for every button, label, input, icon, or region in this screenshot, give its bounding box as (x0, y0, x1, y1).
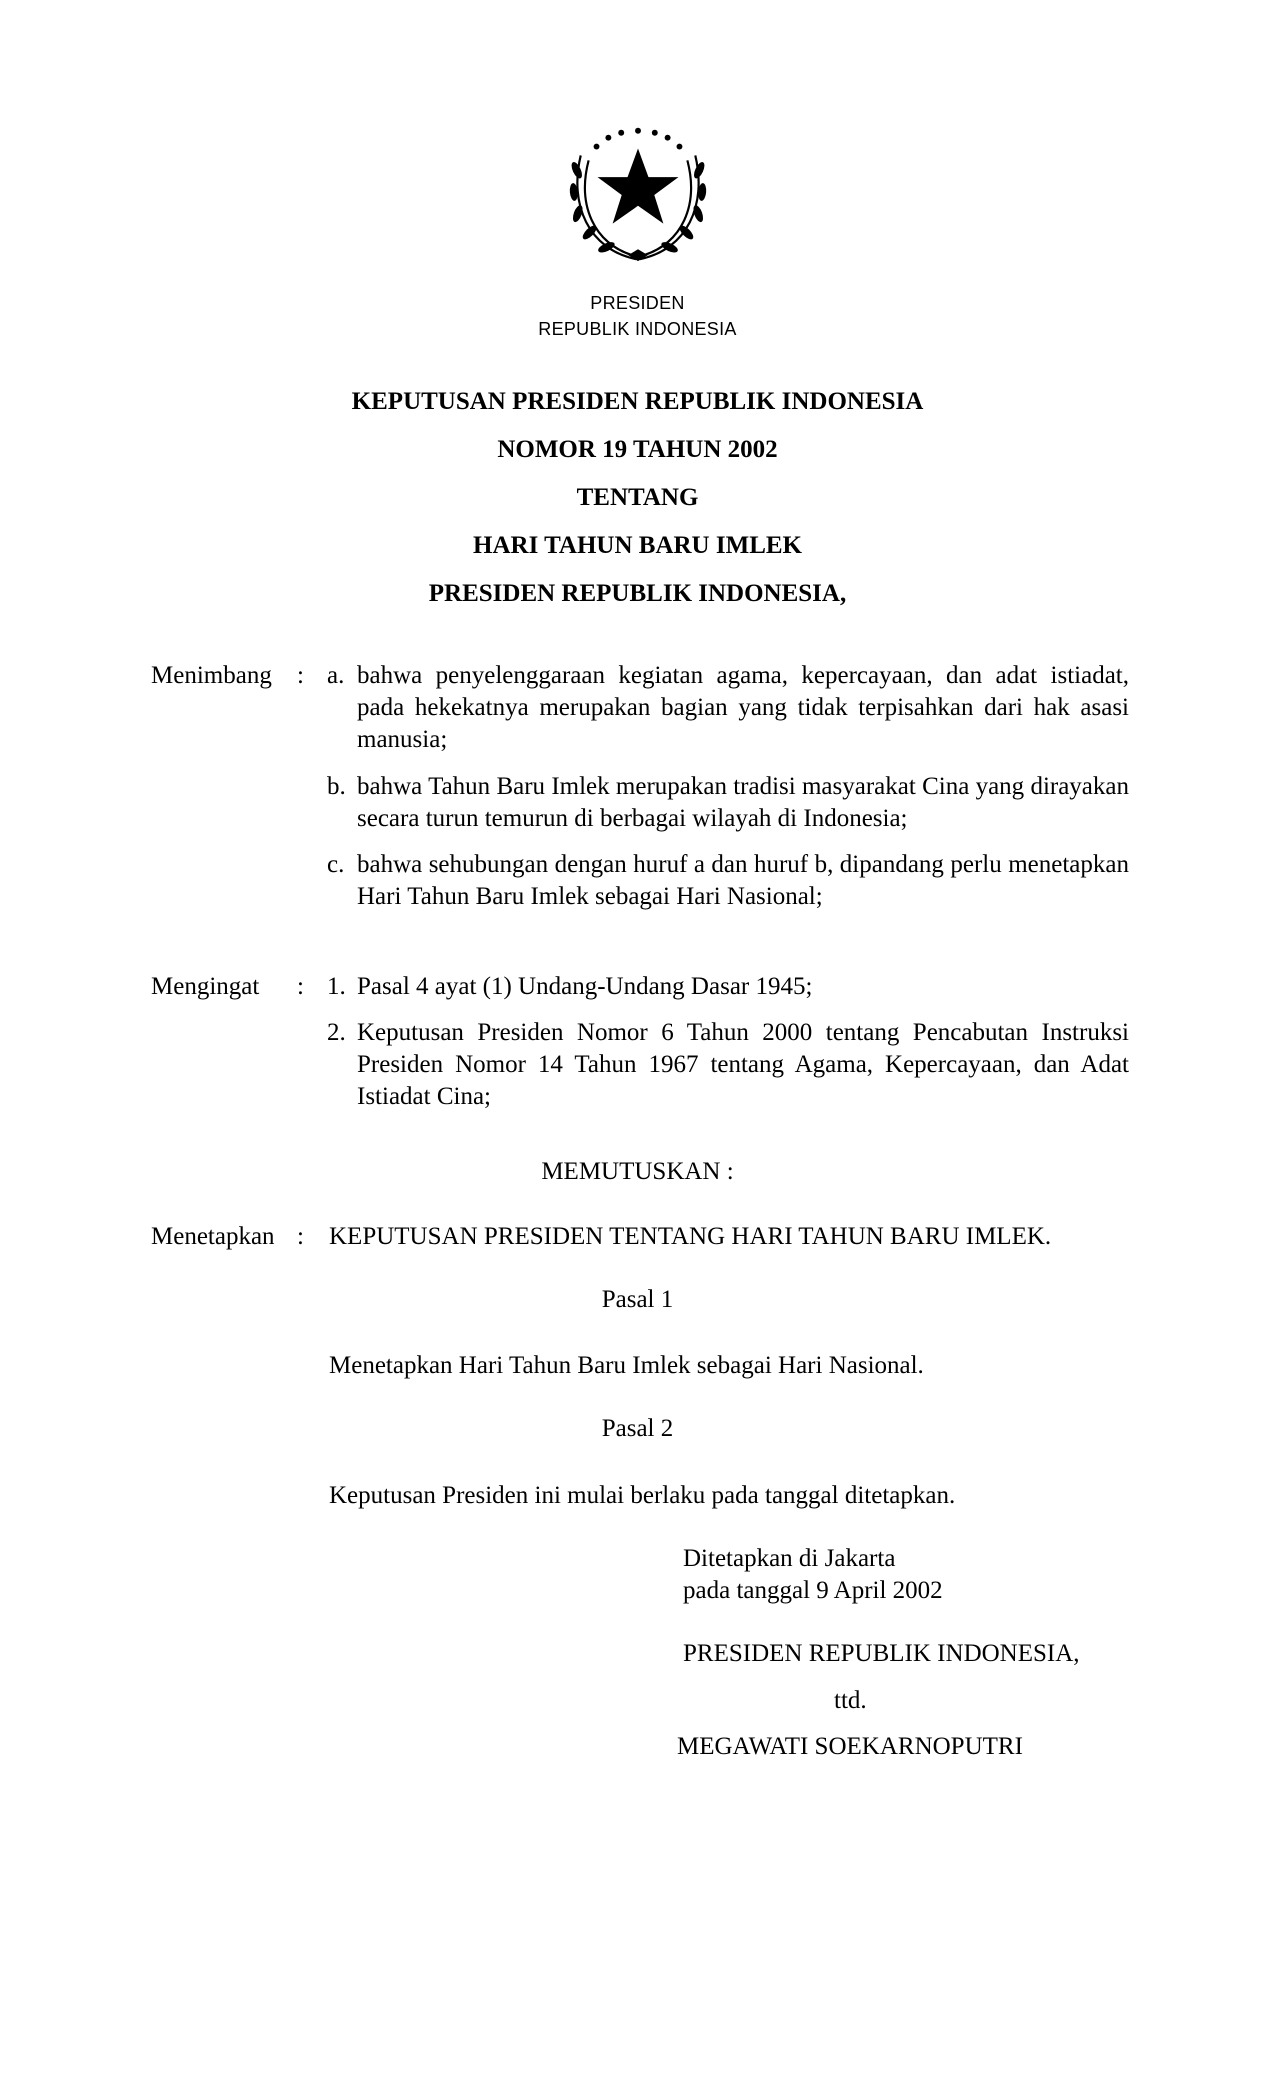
menimbang-marker-b: b. (327, 773, 346, 800)
mengingat-colon: : (297, 973, 304, 1000)
menimbang-label: Menimbang (151, 662, 272, 689)
decree-number: NOMOR 19 TAHUN 2002 (497, 436, 778, 463)
mengingat-marker-1: 1. (327, 973, 346, 1000)
decree-subject: HARI TAHUN BARU IMLEK (473, 532, 802, 559)
menimbang-item-b: bahwa Tahun Baru Imlek merupakan tradisi masyarakat Cina yang dirayakan secara turun temurun di berbagai wilayah di Indonesia; (357, 773, 1129, 832)
mengingat-item-2: Keputusan Presiden Nomor 6 Tahun 2000 tentang Pencabutan Instruksi Presiden Nomor 14 Tahun 1967 tentang Agama, Kepercayaan, dan Adat Istiadat Cina; (357, 1019, 1129, 1110)
presidential-seal-emblem (559, 111, 717, 269)
pasal-2-text: Keputusan Presiden ini mulai berlaku pada tanggal ditetapkan. (329, 1482, 956, 1509)
signature-place: Ditetapkan di Jakarta (683, 1545, 896, 1572)
mengingat-label: Mengingat (151, 973, 260, 1000)
memutuskan-heading: MEMUTUSKAN : (541, 1158, 734, 1185)
menimbang-item-c: bahwa sehubungan dengan huruf a dan huruf b, dipandang perlu menetapkan Hari Tahun Baru Imlek sebagai Hari Nasional; (357, 851, 1129, 910)
menetapkan-colon: : (297, 1223, 304, 1250)
mengingat-marker-2: 2. (327, 1019, 346, 1046)
menimbang-colon: : (297, 662, 304, 689)
menimbang-item-a: bahwa penyelenggaraan kegiatan agama, kepercayaan, dan adat istiadat, pada hekekatnya merupakan bagian yang tidak terpisahkan dari hak asasi manusia; (357, 662, 1129, 753)
seal-caption-republik: REPUBLIK INDONESIA (538, 319, 737, 339)
pasal-1-heading: Pasal 1 (601, 1286, 674, 1313)
decree-tentang: TENTANG (576, 484, 699, 511)
signature-ttd: ttd. (834, 1687, 867, 1714)
pasal-2-heading: Pasal 2 (601, 1415, 674, 1442)
pasal-1-text: Menetapkan Hari Tahun Baru Imlek sebagai Hari Nasional. (329, 1352, 924, 1379)
seal-caption-presiden: PRESIDEN (590, 293, 685, 313)
menimbang-marker-c: c. (327, 851, 345, 878)
decree-issuer: PRESIDEN REPUBLIK INDONESIA, (428, 580, 847, 607)
signature-office: PRESIDEN REPUBLIK INDONESIA, (683, 1640, 1080, 1667)
menetapkan-text: KEPUTUSAN PRESIDEN TENTANG HARI TAHUN BARU IMLEK. (329, 1223, 1052, 1250)
menetapkan-label: Menetapkan (151, 1223, 275, 1250)
decree-title: KEPUTUSAN PRESIDEN REPUBLIK INDONESIA (351, 388, 924, 415)
mengingat-item-1: Pasal 4 ayat (1) Undang-Undang Dasar 1945; (357, 973, 813, 1000)
signature-name: MEGAWATI SOEKARNOPUTRI (677, 1733, 1023, 1760)
menimbang-marker-a: a. (327, 662, 345, 689)
signature-date: pada tanggal 9 April 2002 (683, 1577, 943, 1604)
